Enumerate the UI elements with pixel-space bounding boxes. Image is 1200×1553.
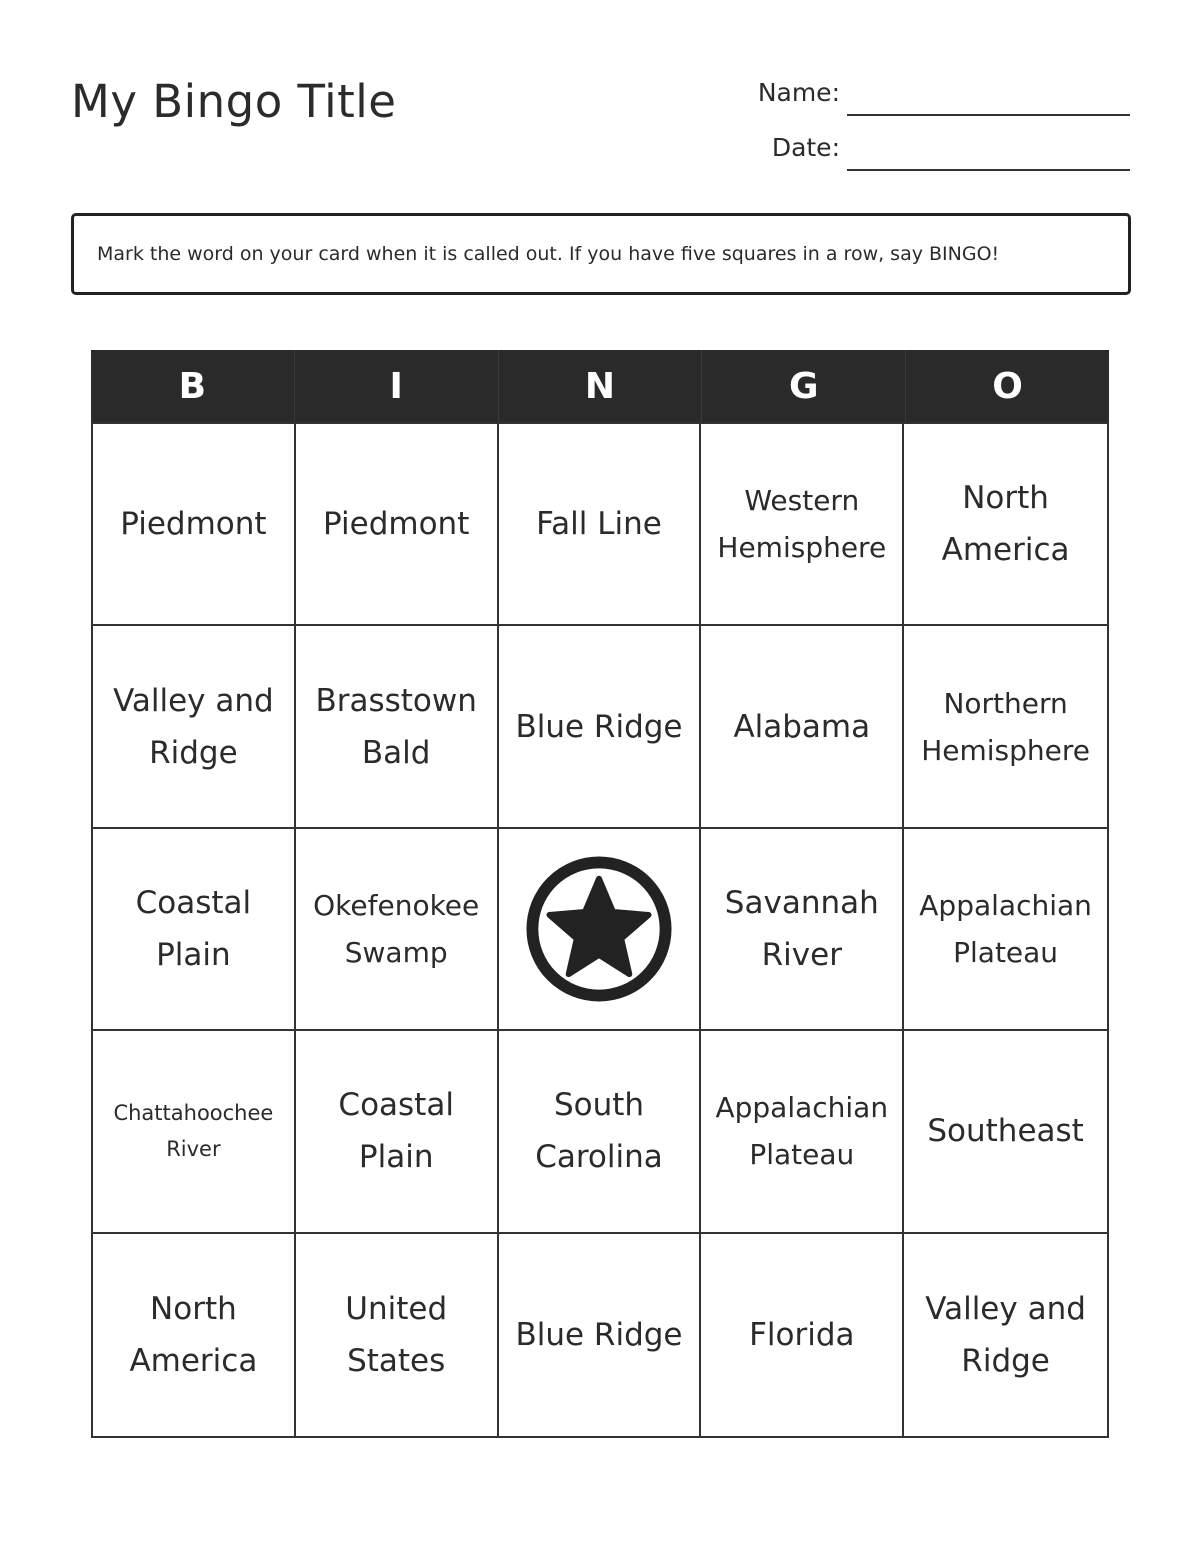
column-header-b: B (91, 350, 295, 422)
bingo-square[interactable]: Valley and Ridge (93, 626, 296, 828)
bingo-square[interactable]: Chattahoochee River (93, 1031, 296, 1233)
bingo-square[interactable]: Okefenokee Swamp (296, 829, 499, 1031)
column-header-g: G (702, 350, 906, 422)
bingo-square[interactable]: Alabama (701, 626, 904, 828)
bingo-square[interactable]: South Carolina (499, 1031, 702, 1233)
bingo-square[interactable]: Fall Line (499, 424, 702, 626)
bingo-square[interactable]: Piedmont (296, 424, 499, 626)
bingo-square[interactable]: Coastal Plain (93, 829, 296, 1031)
date-label: Date: (771, 133, 840, 162)
bingo-square[interactable]: Blue Ridge (499, 1234, 702, 1436)
bingo-square[interactable]: North America (93, 1234, 296, 1436)
bingo-square[interactable]: Southeast (904, 1031, 1107, 1233)
name-field (700, 76, 1130, 116)
star-in-circle-icon (525, 855, 673, 1003)
bingo-square[interactable]: Appalachian Plateau (701, 1031, 904, 1233)
bingo-square[interactable]: Western Hemisphere (701, 424, 904, 626)
bingo-card (91, 350, 1109, 1438)
bingo-square[interactable]: Blue Ridge (499, 626, 702, 828)
column-header-i: I (295, 350, 499, 422)
bingo-square[interactable]: Valley and Ridge (925, 1290, 1086, 1379)
page-title: My Bingo Title (71, 75, 397, 128)
bingo-square[interactable]: Northern Hemisphere (904, 626, 1107, 828)
column-header-o: O (992, 365, 1023, 407)
instructions-box (71, 213, 1131, 295)
bingo-square[interactable]: Florida (701, 1234, 904, 1436)
free-space-square[interactable] (499, 829, 702, 1031)
instructions-text: Mark the word on your card when it is called out. If you have five squares in a row, say BINGO! (97, 243, 1000, 265)
date-field (700, 131, 1130, 171)
name-label: Name: (757, 78, 840, 107)
bingo-square[interactable]: Savannah River (701, 829, 904, 1031)
bingo-square[interactable]: United States (296, 1234, 499, 1436)
date-blank-line[interactable] (847, 169, 1130, 171)
name-blank-line[interactable] (847, 114, 1130, 116)
bingo-square[interactable]: Piedmont (93, 424, 296, 626)
bingo-square[interactable]: Appalachian Plateau (904, 829, 1107, 1031)
bingo-square[interactable]: Brasstown Bald (296, 626, 499, 828)
bingo-square[interactable]: Coastal Plain (296, 1031, 499, 1233)
bingo-header-row (91, 350, 1109, 422)
bingo-square[interactable]: North America (904, 424, 1107, 626)
bingo-grid (91, 422, 1109, 1438)
column-header-n: N (499, 350, 703, 422)
